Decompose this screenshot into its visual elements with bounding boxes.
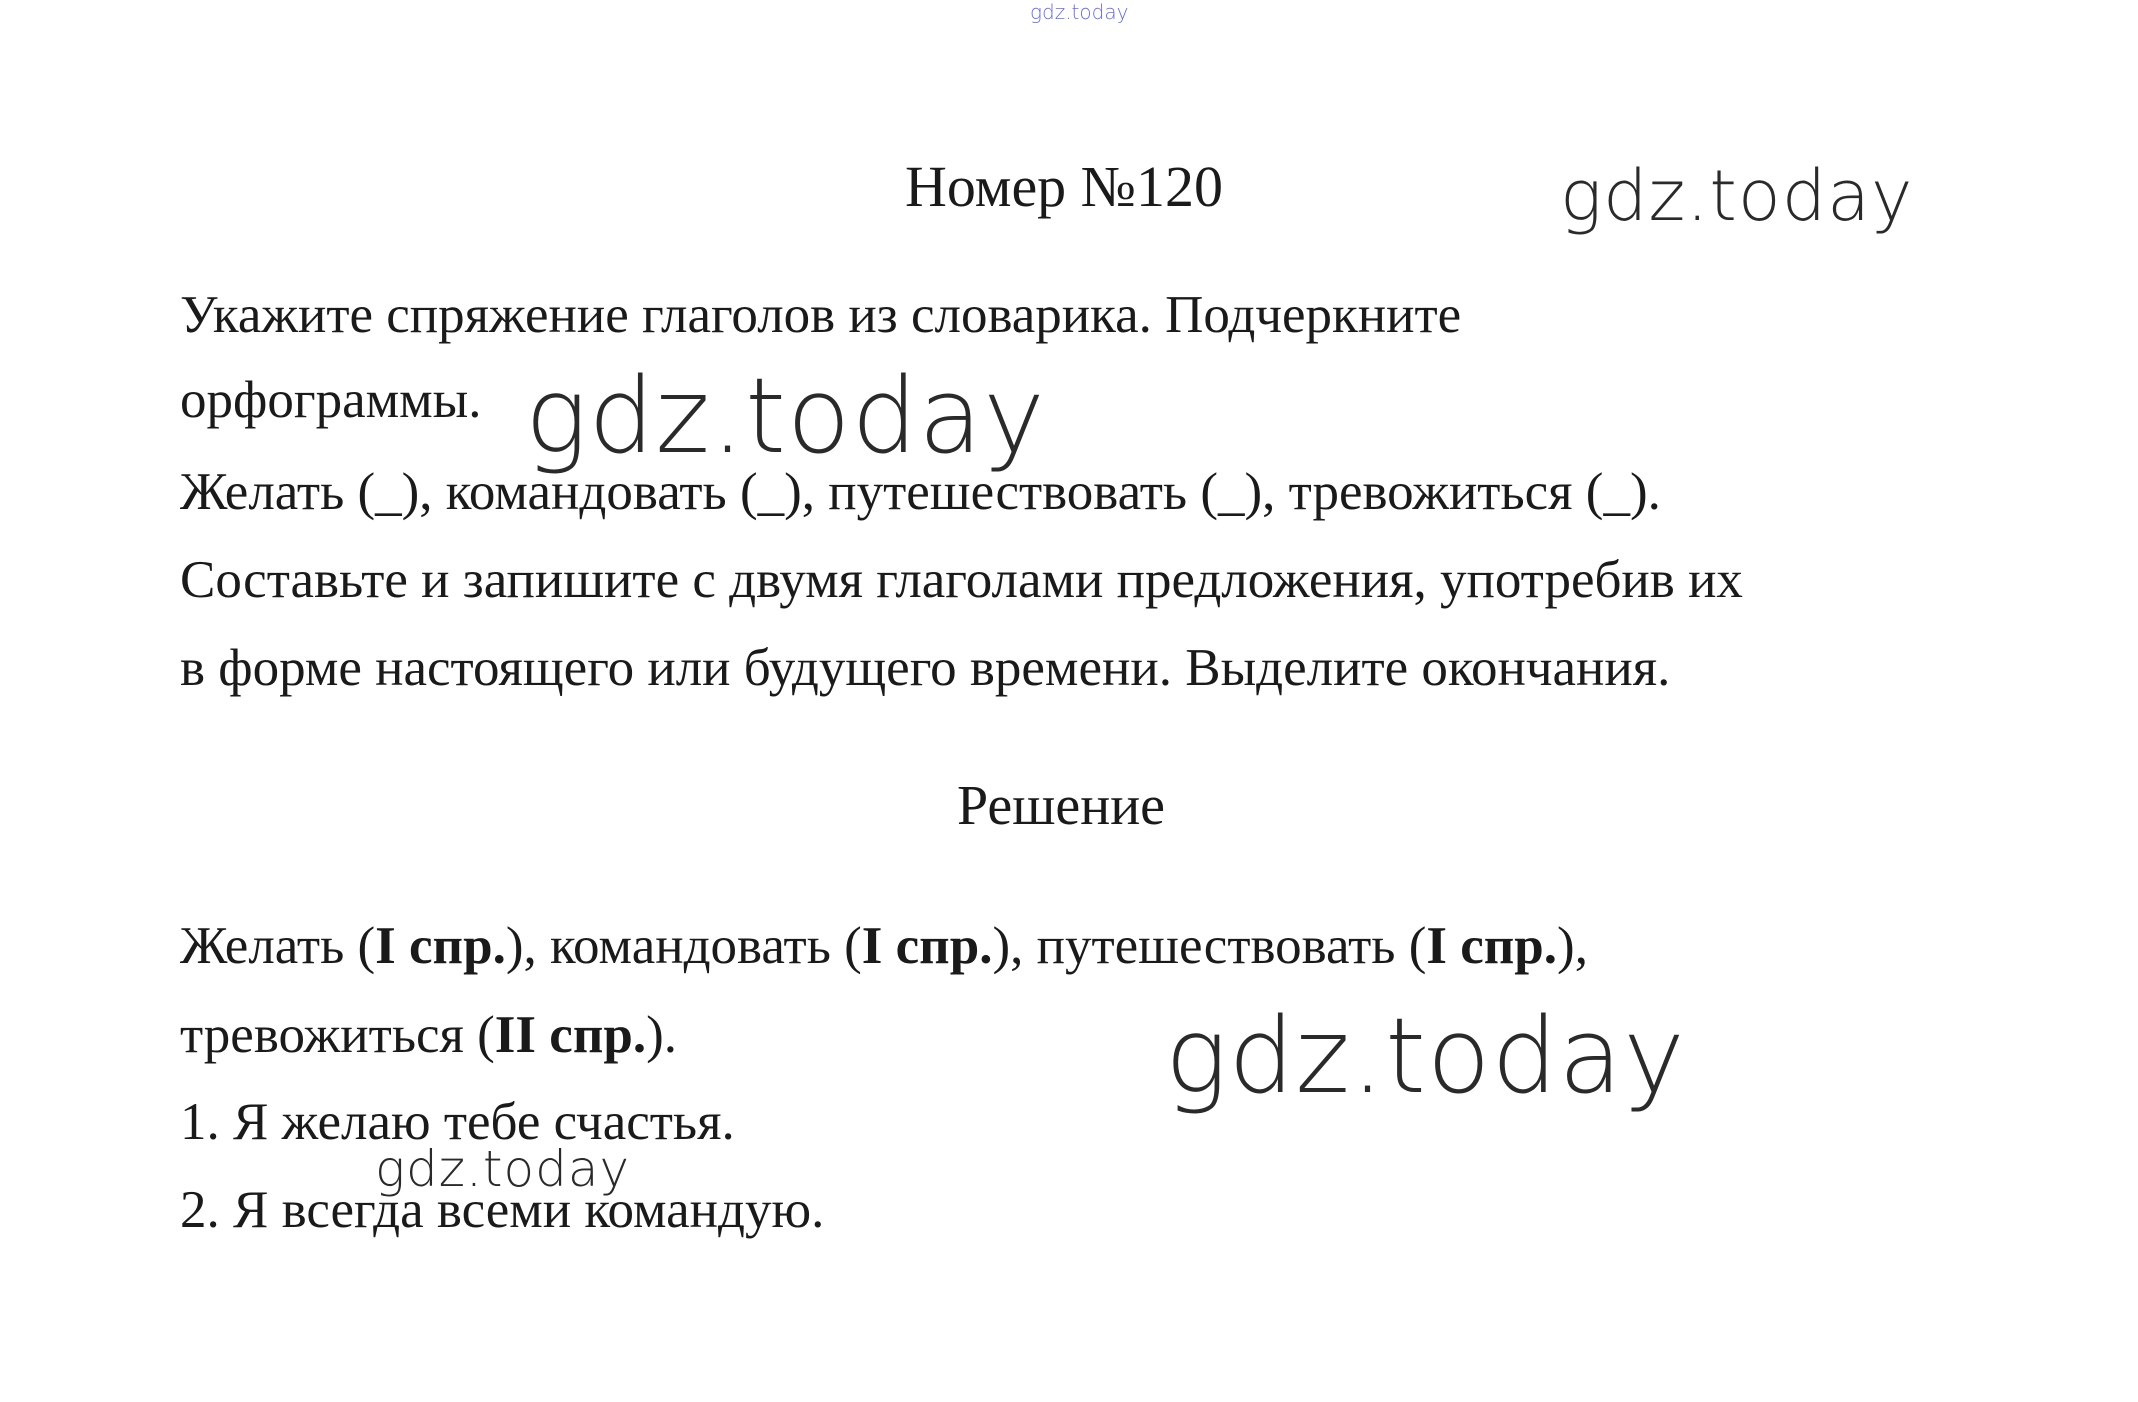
- solution-line-1: [180, 914, 1588, 978]
- task-line-1: Укажите спряжение глаголов из словарика. Подчеркните: [180, 286, 1462, 344]
- solution-text: ),: [1557, 917, 1588, 975]
- conjugation-label: I спр.: [1426, 917, 1558, 975]
- watermark-top: gdz.today: [1030, 0, 1129, 24]
- watermark-header: gdz.today: [1560, 155, 1914, 237]
- solution-sentence-1: 1. Я желаю тебе счастья.: [180, 1093, 735, 1151]
- solution-sentence-2: 2. Я всегда всеми командую.: [180, 1181, 825, 1239]
- solution-text: тревожиться (: [180, 1006, 495, 1064]
- conjugation-label: I спр.: [375, 917, 506, 975]
- solution-text: ), командовать (: [505, 917, 862, 975]
- task-line-5: в форме настоящего или будущего времени. Выделите окончания.: [180, 639, 1671, 697]
- solution-text: ).: [646, 1006, 677, 1064]
- watermark-small: gdz.today: [375, 1140, 631, 1198]
- solution-title: Решение: [956, 775, 1166, 837]
- task-line-2: орфограммы.: [180, 371, 482, 429]
- task-line-3: Желать (_), командовать (_), путешествовать (_), тревожиться (_).: [180, 463, 1661, 521]
- solution-line-2: [180, 1003, 677, 1067]
- solution-text: ), путешествовать (: [992, 917, 1427, 975]
- page-title: Номер №120: [904, 154, 1224, 219]
- solution-text: Желать (: [180, 917, 376, 975]
- task-line-4: Составьте и запишите с двумя глаголами предложения, употребив их: [180, 551, 1743, 609]
- conjugation-label: I спр.: [861, 917, 993, 975]
- conjugation-label: II спр.: [494, 1006, 647, 1064]
- watermark-task: gdz.today: [525, 355, 1046, 477]
- solution-title-row: [0, 772, 2138, 840]
- watermark-solution: gdz.today: [1165, 995, 1686, 1117]
